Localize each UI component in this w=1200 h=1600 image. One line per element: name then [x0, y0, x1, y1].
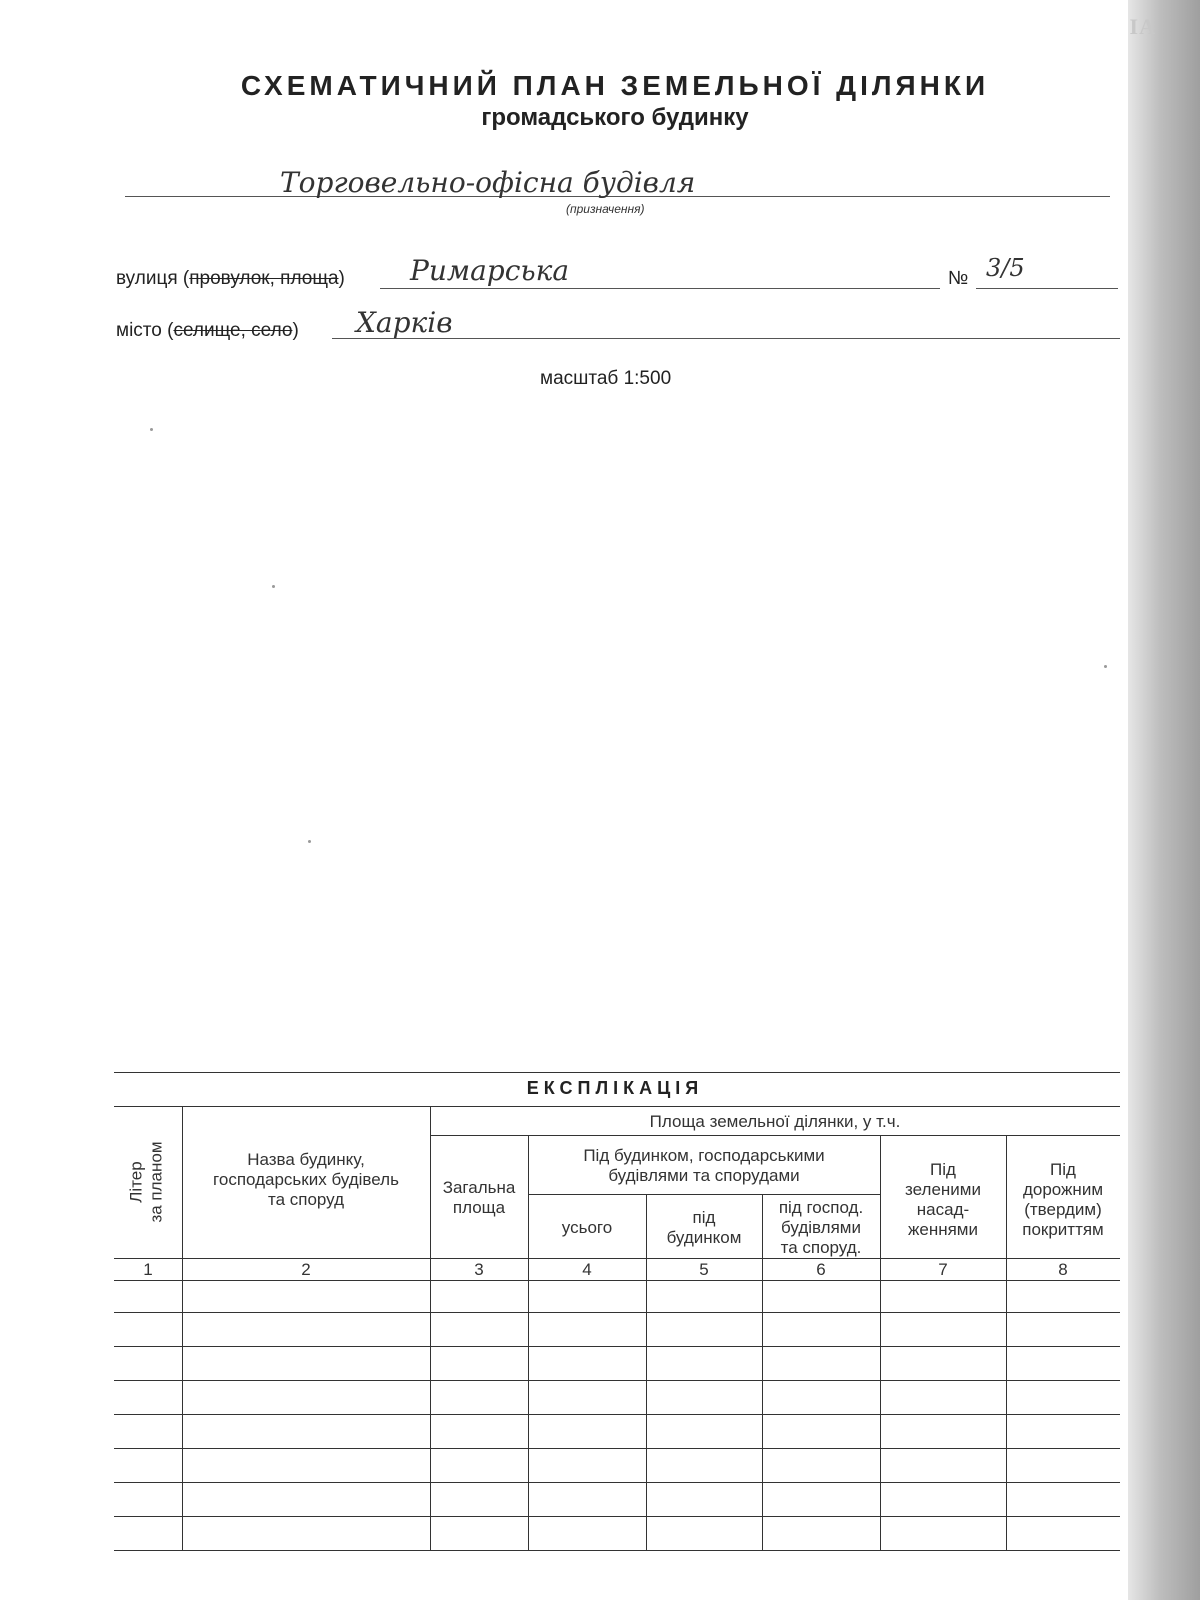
table-row-rule — [114, 1448, 1120, 1449]
column-divider — [430, 1106, 431, 1550]
numbers-bottom-rule — [114, 1280, 1120, 1281]
city-label — [116, 320, 299, 342]
column-divider — [646, 1194, 647, 1550]
column-number: 4 — [582, 1260, 592, 1279]
column-divider — [880, 1135, 881, 1550]
street-label-struck: провулок, площа — [189, 268, 339, 289]
scan-speck — [1104, 665, 1107, 668]
col2-header: Назва будинку, господарських будівель та споруд — [213, 1150, 399, 1209]
col5-header: під будинком — [666, 1208, 742, 1247]
buildings-group-rule — [528, 1194, 880, 1195]
column-number: 6 — [816, 1260, 826, 1279]
city-label-struck: селище, село — [173, 320, 293, 341]
table-bottom-rule — [114, 1550, 1120, 1551]
table-row-rule — [114, 1346, 1120, 1347]
column-number: 1 — [143, 1260, 153, 1279]
city-label-end: ) — [292, 320, 299, 341]
city-value: Харків — [356, 306, 453, 339]
number-underline — [976, 288, 1118, 289]
column-divider — [528, 1135, 529, 1550]
column-number: 7 — [938, 1260, 948, 1279]
number-label: № — [948, 268, 969, 289]
col1-header — [112, 1112, 182, 1252]
number-value: 3/5 — [986, 254, 1025, 282]
scale-label: масштаб 1:500 — [540, 368, 672, 389]
col4-header: усього — [561, 1218, 613, 1237]
column-number: 5 — [699, 1260, 709, 1279]
explication-title: ЕКСПЛІКАЦІЯ — [526, 1078, 704, 1098]
header-bottom-rule — [114, 1258, 1120, 1259]
table-row-rule — [114, 1414, 1120, 1415]
column-number: 3 — [474, 1260, 484, 1279]
area-group-header: Площа земельної ділянки, у т.ч. — [649, 1112, 901, 1131]
city-label-start: місто ( — [116, 320, 174, 341]
street-underline — [380, 288, 940, 289]
purpose-value: Торговельно-офісна будівля — [280, 166, 696, 199]
table-top-rule — [114, 1072, 1120, 1073]
corner-mark: ІА — [1129, 14, 1156, 39]
column-number: 8 — [1058, 1260, 1068, 1279]
document-title: СХЕМАТИЧНИЙ ПЛАН ЗЕМЕЛЬНОЇ ДІЛЯНКИ — [240, 70, 990, 101]
scan-speck — [272, 585, 275, 588]
table-row-rule — [114, 1312, 1120, 1313]
column-divider — [1006, 1135, 1007, 1550]
scan-speck — [308, 840, 311, 843]
document-subtitle: громадського будинку — [481, 104, 749, 131]
column-number: 2 — [301, 1260, 311, 1279]
buildings-group-header: Під будинком, господарськими будівлями та спорудами — [583, 1146, 825, 1185]
column-divider — [762, 1194, 763, 1550]
col7-header: Під зеленими насад- женнями — [905, 1160, 981, 1239]
purpose-label: (призначення) — [566, 202, 645, 216]
column-divider — [182, 1106, 183, 1550]
col3-header: Загальна площа — [442, 1178, 516, 1217]
table-header-top-rule — [114, 1106, 1120, 1107]
scan-speck — [150, 428, 153, 431]
col8-header: Під дорожним (твердим) покриттям — [1022, 1160, 1104, 1239]
table-row-rule — [114, 1482, 1120, 1483]
table-row-rule — [114, 1516, 1120, 1517]
area-group-rule — [430, 1135, 1120, 1136]
scan-page-edge-shadow — [1128, 0, 1200, 1600]
street-label-start: вулиця ( — [116, 268, 190, 289]
table-row-rule — [114, 1380, 1120, 1381]
col6-header: під господ. будівлями та споруд. — [778, 1198, 864, 1257]
col1-header-text: Літер за планом — [127, 1141, 166, 1223]
street-value: Римарська — [410, 254, 570, 287]
street-label — [116, 268, 345, 290]
street-label-end: ) — [338, 268, 345, 289]
